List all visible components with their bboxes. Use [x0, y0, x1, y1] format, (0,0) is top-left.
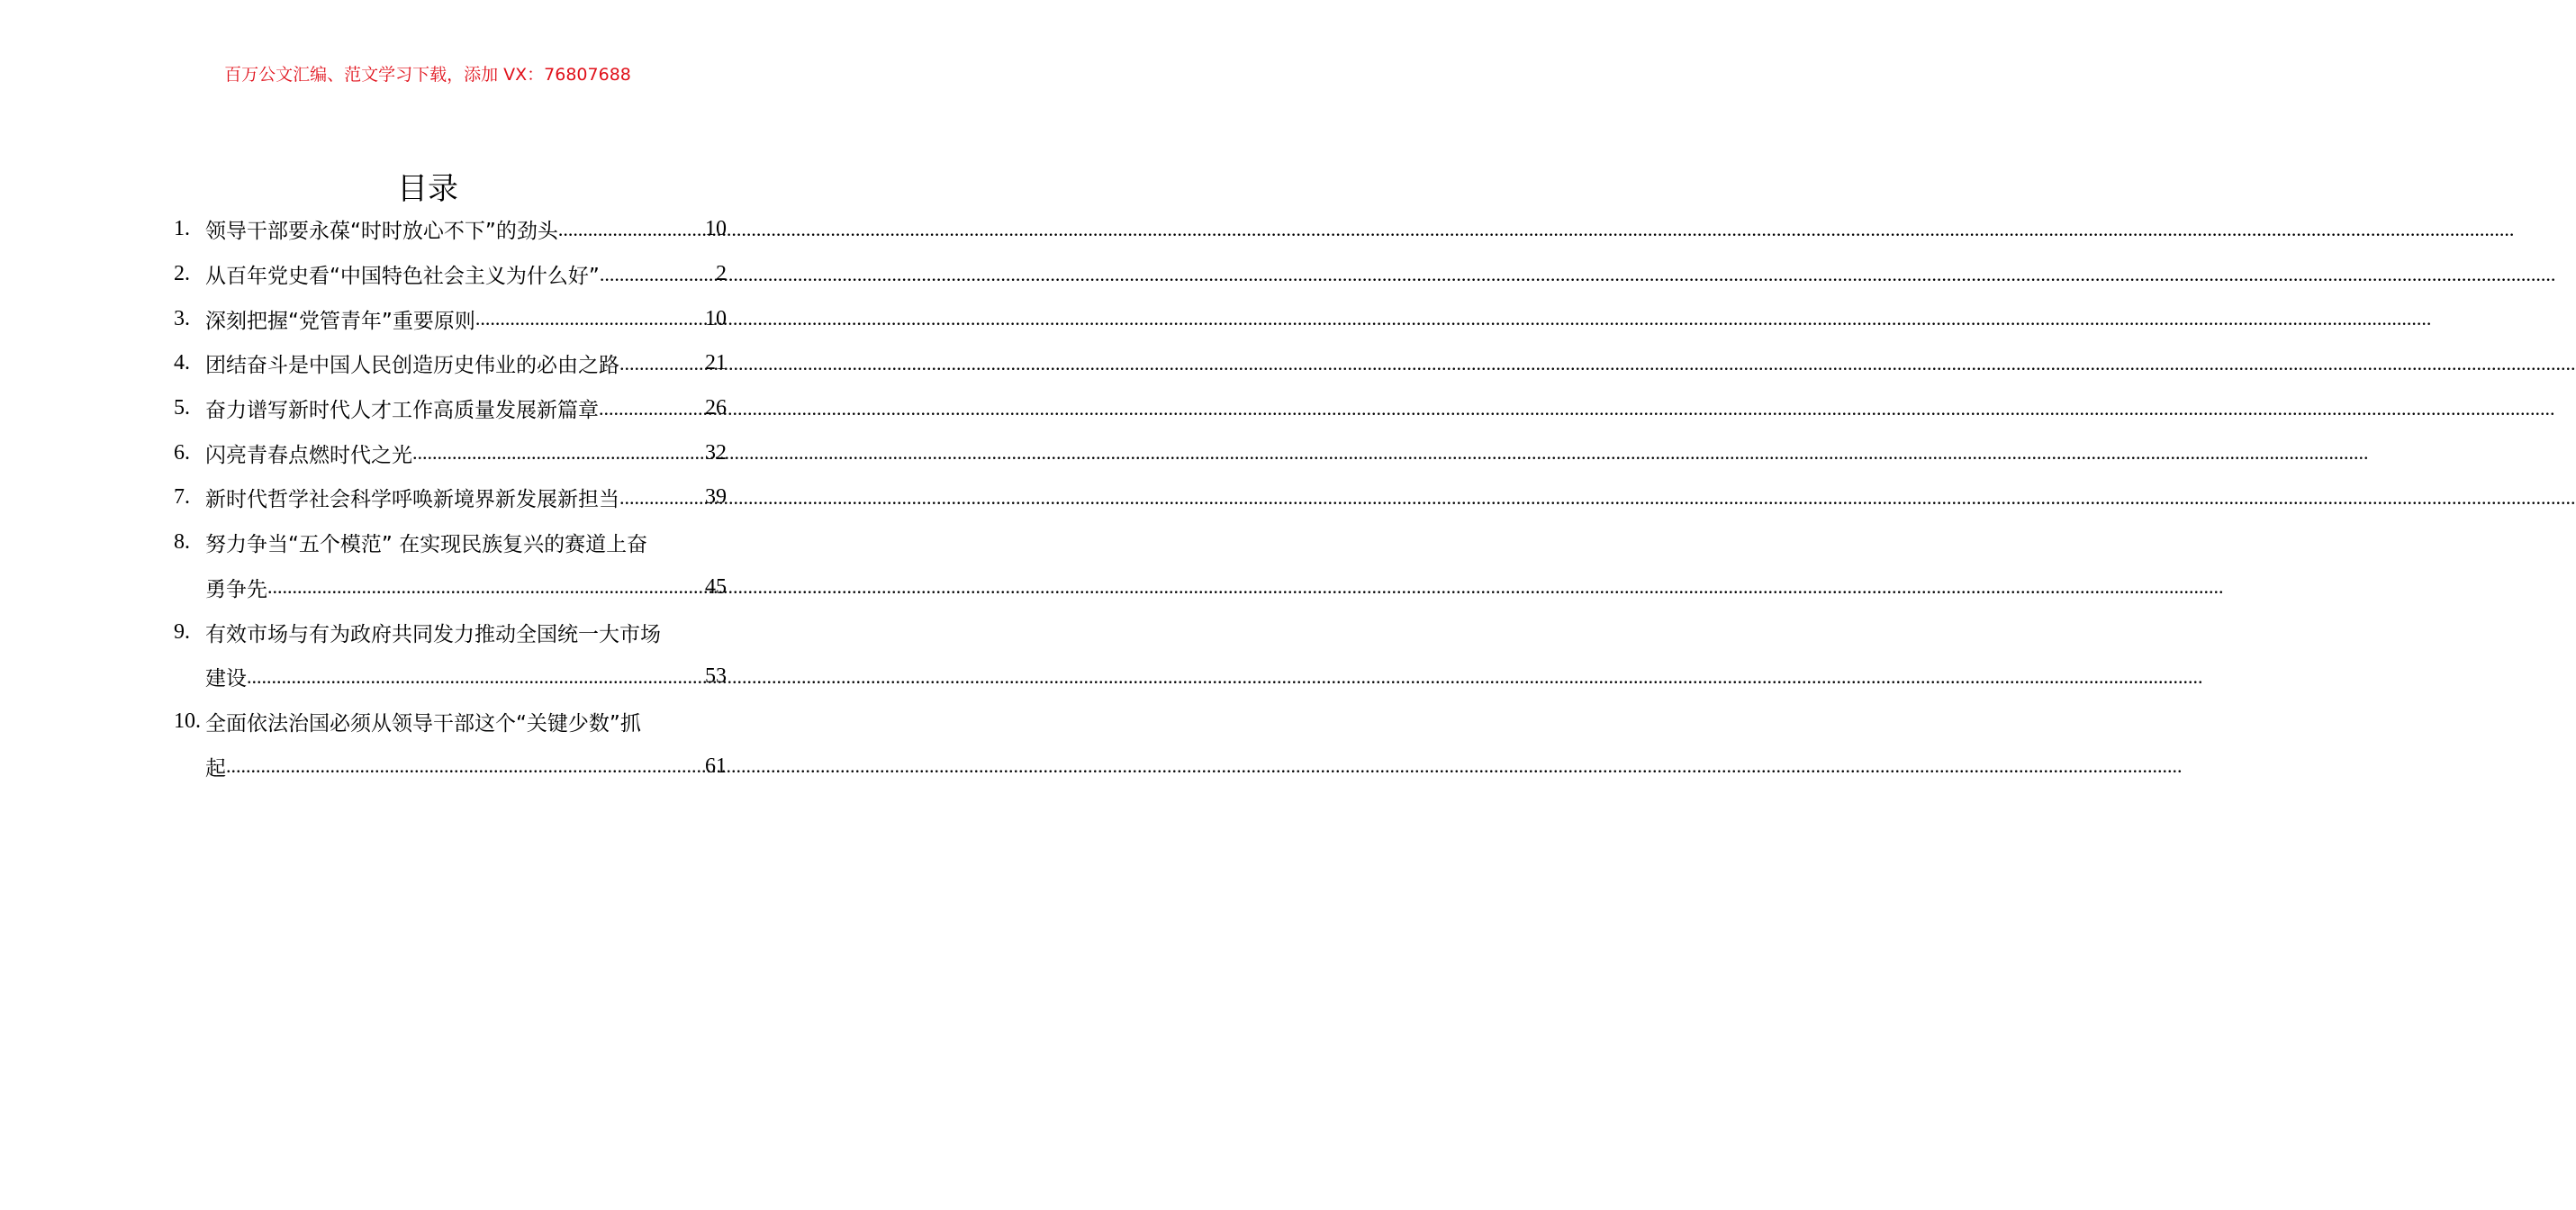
toc-title-continued: 起: [205, 756, 226, 781]
toc-page: 45: [705, 574, 727, 599]
toc-number: 7.: [174, 485, 190, 510]
toc-page: 53: [705, 664, 727, 689]
toc-page: 10: [705, 306, 727, 330]
toc-number: 1.: [174, 217, 190, 241]
toc-page: 10: [705, 217, 727, 241]
toc-entry-10[interactable]: [174, 700, 727, 745]
toc-entry-1[interactable]: [174, 207, 727, 252]
toc-page: 39: [705, 485, 727, 510]
toc-leader: [619, 352, 705, 375]
toc-leader: [558, 218, 705, 241]
toc-page: 21: [705, 351, 727, 375]
toc-leader: [475, 307, 705, 330]
toc-page: 26: [705, 396, 727, 420]
toc-entry-8-continued[interactable]: [174, 565, 727, 610]
toc-leader: [599, 397, 705, 420]
toc-leader: [247, 665, 705, 689]
toc-entry-7[interactable]: [174, 475, 727, 520]
toc-leader: [619, 486, 705, 510]
toc-page: 32: [705, 440, 727, 465]
toc-title: 深刻把握“党管青年”重要原则: [205, 309, 475, 333]
toc-number: 8.: [174, 530, 190, 555]
toc-page: 2: [716, 262, 727, 286]
toc-title: 有效市场与有为政府共同发力推动全国统一大市场: [205, 622, 661, 646]
toc-leader: [267, 575, 705, 599]
toc-number: 5.: [174, 396, 190, 420]
page-title: 目录: [397, 171, 458, 207]
toc-title: 闪亮青春点燃时代之光: [205, 443, 412, 467]
toc-leader: [412, 441, 705, 465]
toc-entry-4[interactable]: [174, 341, 727, 386]
toc-entry-9[interactable]: [174, 610, 727, 655]
toc-title: 从百年党史看“中国特色社会主义为什么好”: [205, 265, 600, 289]
toc-number: 6.: [174, 440, 190, 465]
toc-leader: [600, 263, 716, 286]
toc-title: 全面依法治国必须从领导干部这个“关键少数”抓: [205, 711, 641, 736]
toc-entry-5[interactable]: [174, 386, 727, 431]
toc-number: 4.: [174, 351, 190, 375]
toc-entry-8[interactable]: [174, 520, 727, 565]
toc-number: 9.: [174, 619, 190, 644]
toc-leader: [226, 754, 705, 778]
toc-title: 团结奋斗是中国人民创造历史伟业的必由之路: [205, 354, 619, 378]
header-banner: 百万公文汇编、范文学习下载，添加 VX：76807688: [224, 65, 631, 85]
toc-entry-9-continued[interactable]: [174, 655, 727, 700]
table-of-contents: [174, 207, 727, 789]
toc-entry-2[interactable]: [174, 252, 727, 297]
toc-title-continued: 勇争先: [205, 577, 267, 601]
toc-title: 奋力谱写新时代人才工作高质量发展新篇章: [205, 399, 599, 423]
toc-number: 3.: [174, 306, 190, 330]
toc-entry-3[interactable]: [174, 296, 727, 341]
toc-entry-10-continued[interactable]: [174, 744, 727, 789]
toc-title-continued: 建设: [205, 667, 247, 691]
toc-number: 2.: [174, 262, 190, 286]
toc-title: 新时代哲学社会科学呼唤新境界新发展新担当: [205, 488, 619, 512]
toc-page: 61: [705, 754, 727, 778]
toc-entry-6[interactable]: [174, 430, 727, 475]
toc-title: 努力争当“五个模范” 在实现民族复兴的赛道上奋: [205, 533, 648, 557]
toc-number: 10.: [174, 709, 201, 733]
toc-title: 领导干部要永葆“时时放心不下”的劲头: [205, 220, 558, 244]
